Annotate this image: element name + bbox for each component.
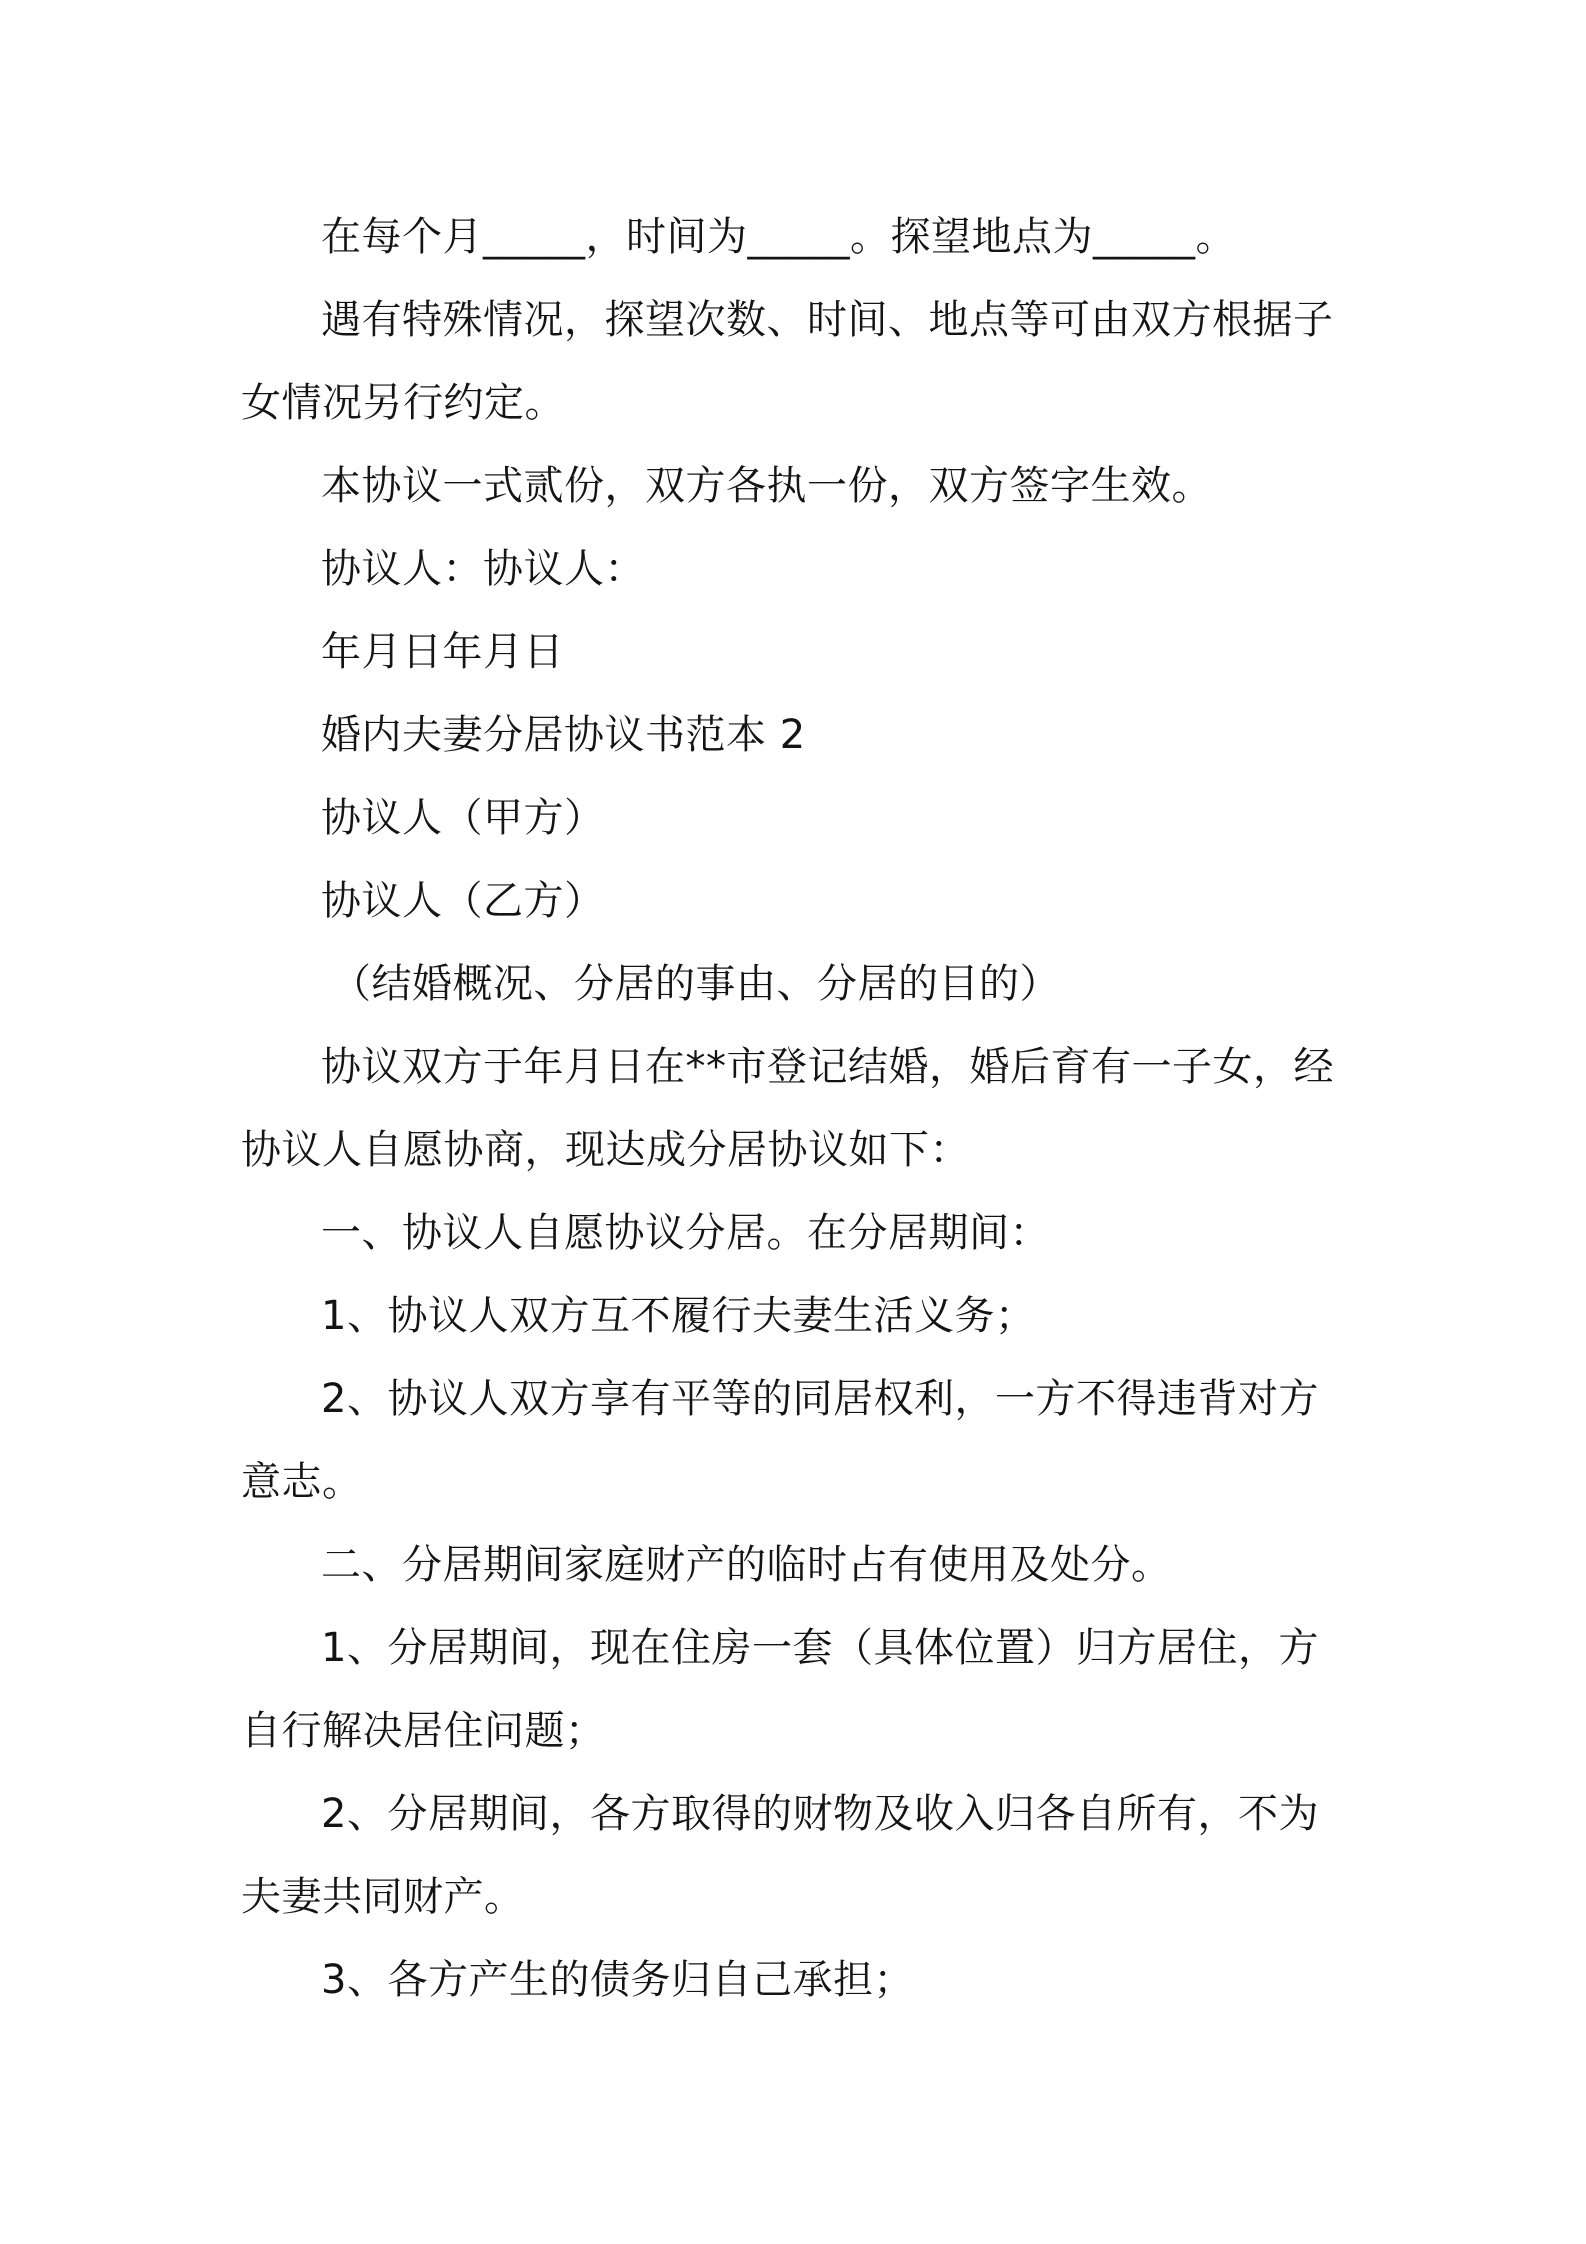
paragraph-visitation-schedule: 在每个月_____，时间为_____。探望地点为_____。	[321, 214, 1236, 260]
document-body	[241, 196, 1353, 2022]
clause-2-item-2: 2、分居期间，各方取得的财物及收入归各自所有，不为夫妻共同财产。	[241, 1791, 1319, 1920]
party-b-line: 协议人（乙方）	[321, 878, 605, 924]
clause-2-item-1: 1、分居期间，现在住房一套（具体位置）归方居住，方自行解决居住问题；	[241, 1625, 1319, 1754]
marriage-overview-note: （结婚概况、分居的事由、分居的目的）	[331, 961, 1060, 1007]
clause-1-item-1: 1、协议人双方互不履行夫妻生活义务；	[321, 1293, 1036, 1339]
party-a-line: 协议人（甲方）	[321, 795, 605, 841]
paragraph-special-circumstances: 遇有特殊情况，探望次数、时间、地点等可由双方根据子女情况另行约定。	[241, 297, 1334, 426]
clause-1-item-2: 2、协议人双方享有平等的同居权利，一方不得违背对方意志。	[241, 1376, 1319, 1505]
paragraph-dates: 年月日年月日	[321, 629, 564, 675]
clause-2-item-3: 3、各方产生的债务归自己承担；	[321, 1957, 914, 2003]
paragraph-signatories: 协议人：协议人：	[321, 546, 645, 592]
section-title-sample-2: 婚内夫妻分居协议书范本 2	[321, 712, 806, 758]
clause-1-heading: 一、协议人自愿协议分居。在分居期间：	[321, 1210, 1050, 1256]
clause-2-heading: 二、分居期间家庭财产的临时占有使用及处分。	[321, 1542, 1172, 1588]
paragraph-copies-and-signing: 本协议一式贰份，双方各执一份，双方签字生效。	[321, 463, 1212, 509]
paragraph-agreement-intro: 协议双方于年月日在**市登记结婚，婚后育有一子女，经协议人自愿协商，现达成分居协议如下：	[241, 1044, 1334, 1173]
